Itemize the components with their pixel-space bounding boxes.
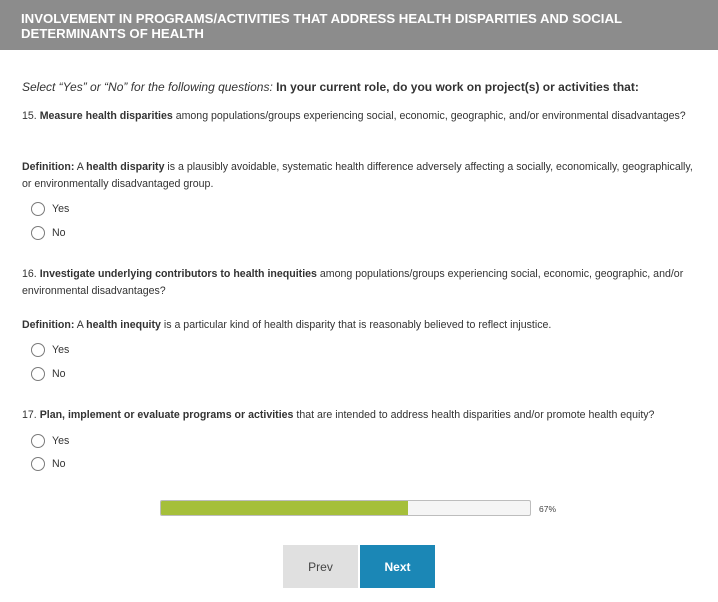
definition-text: is a particular kind of health disparity that is reasonably believed to reflect injustice. <box>160 319 552 331</box>
q17-no-radio[interactable] <box>31 456 66 472</box>
q15-no-radio[interactable] <box>31 225 66 241</box>
section-title-line-1: INVOLVEMENT IN PROGRAMS/ACTIVITIES THAT ADDRESS HEALTH DISPARITIES AND SOCIAL <box>21 11 623 26</box>
q15-yes-radio[interactable] <box>31 201 69 217</box>
definition-text: is a plausibly avoidable, systematic health difference adversely affecting a socially, economically, geographically, or environmentally disadvantaged group. <box>22 161 693 190</box>
radio-button[interactable] <box>31 457 45 471</box>
definition-pre: A <box>74 161 87 173</box>
radio-button[interactable] <box>31 367 45 381</box>
question-bold-text: Measure health disparities <box>39 110 173 122</box>
section-header <box>0 0 718 50</box>
question-bold-text: Investigate underlying contributors to health inequities <box>39 268 317 280</box>
radio-button[interactable] <box>31 343 45 357</box>
radio-button[interactable] <box>31 202 45 216</box>
definition-16 <box>22 317 702 334</box>
radio-button[interactable] <box>31 226 45 240</box>
section-title-line-2: DETERMINANTS OF HEALTH <box>21 26 204 41</box>
instructions-bold: In your current role, do you work on project(s) or activities that: <box>272 80 639 94</box>
question-number: 15. <box>22 110 37 122</box>
definition-15 <box>22 159 702 193</box>
definition-term: health inequity <box>86 319 161 331</box>
progress-percent: 67% <box>539 504 557 514</box>
question-16 <box>22 266 702 300</box>
question-number: 17. <box>22 409 37 421</box>
radio-label: No <box>52 227 66 239</box>
question-text: among populations/groups experiencing social, economic, geographic, and/or environmental disadvantages? <box>172 110 686 122</box>
question-text: that are intended to address health disparities and/or promote health equity? <box>293 409 655 421</box>
definition-term: health disparity <box>86 161 165 173</box>
q17-yes-radio[interactable] <box>31 433 69 449</box>
q16-no-radio[interactable] <box>31 366 66 382</box>
question-bold-text: Plan, implement or evaluate programs or activities <box>39 409 294 421</box>
instructions <box>22 80 639 94</box>
instructions-italic: Select “Yes” or “No” for the following questions: <box>22 80 273 94</box>
radio-label: Yes <box>52 435 70 447</box>
question-15 <box>22 108 702 125</box>
definition-label: Definition: <box>22 319 75 331</box>
radio-button[interactable] <box>31 434 45 448</box>
next-button[interactable]: Next <box>360 545 435 588</box>
prev-button[interactable]: Prev <box>283 545 358 588</box>
question-number: 16. <box>22 268 37 280</box>
definition-label: Definition: <box>22 161 75 173</box>
progress-bar <box>160 500 531 516</box>
definition-pre: A <box>74 319 87 331</box>
radio-label: No <box>52 368 66 380</box>
q16-yes-radio[interactable] <box>31 342 69 358</box>
progress-bar-fill <box>161 501 408 515</box>
radio-label: Yes <box>52 344 70 356</box>
radio-label: No <box>52 458 66 470</box>
question-text: among populations/groups experiencing social, economic, geographic, and/or environmental disadvantages? <box>22 268 684 297</box>
question-17 <box>22 407 702 424</box>
radio-label: Yes <box>52 203 70 215</box>
